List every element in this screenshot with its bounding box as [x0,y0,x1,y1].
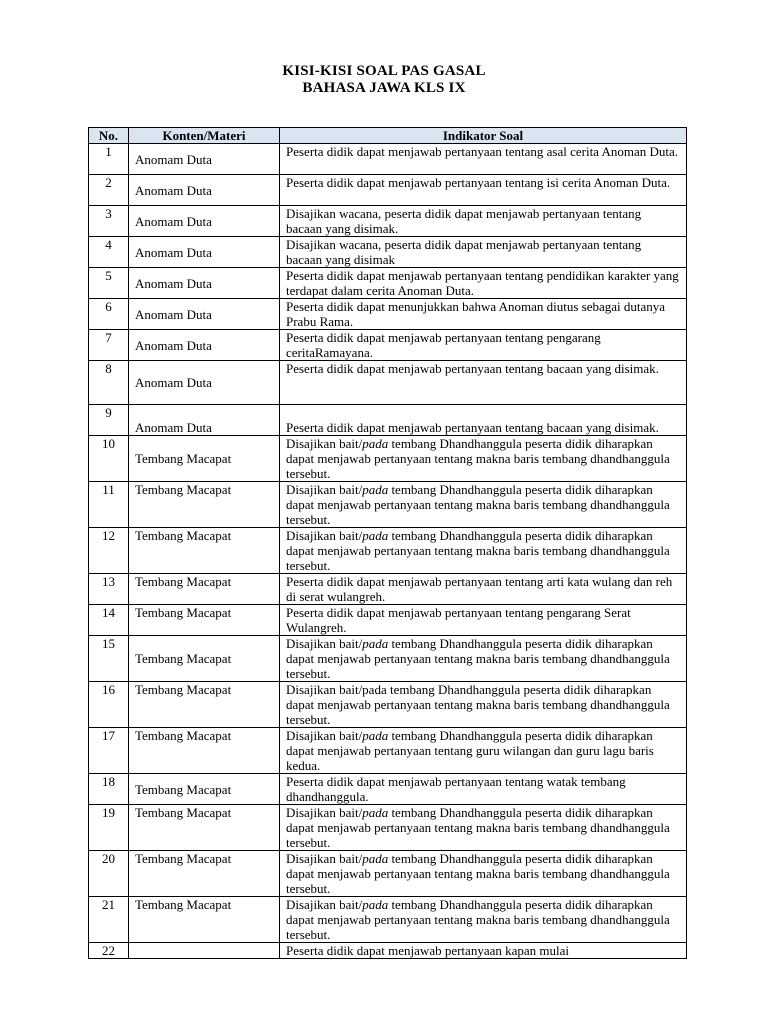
table-row [89,175,687,206]
row-number: 16 [89,682,129,728]
indikator-post: tembang Dhandhanggula peserta didik diharapkan dapat menjawab pertanyaan tentang makna baris tembang dhandhanggula tersebut. [286,436,670,481]
row-number: 18 [89,774,129,805]
row-konten: Anomam Duta [129,299,280,330]
row-konten: Tembang Macapat [129,528,280,574]
row-konten: Tembang Macapat [129,728,280,774]
row-indikator: Peserta didik dapat menjawab pertanyaan tentang pengarang Serat Wulangreh. [280,605,687,636]
row-indikator: Peserta didik dapat menjawab pertanyaan tentang asal cerita Anoman Duta. [280,144,687,175]
indikator-post: tembang Dhandhanggula peserta didik diharapkan dapat menjawab pertanyaan tentang makna baris tembang dhandhanggula tersebut. [286,528,670,573]
row-indikator [280,851,687,897]
table-row [89,528,687,574]
row-indikator: Peserta didik dapat menjawab pertanyaan tentang watak tembang dhandhanggula. [280,774,687,805]
row-konten: Tembang Macapat [129,805,280,851]
row-number: 10 [89,436,129,482]
indikator-italic: pada [362,728,389,743]
row-number: 11 [89,482,129,528]
row-indikator: Peserta didik dapat menjawab pertanyaan tentang isi cerita Anoman Duta. [280,175,687,206]
row-indikator [280,728,687,774]
indikator-pre: Disajikan bait/ [286,728,363,743]
header-konten: Konten/Materi [129,128,280,144]
row-konten: Anomam Duta [129,405,280,436]
table-row [89,682,687,728]
indikator-italic: pada [362,851,389,866]
row-konten: Anomam Duta [129,206,280,237]
row-number: 2 [89,175,129,206]
row-number: 1 [89,144,129,175]
row-number: 19 [89,805,129,851]
row-konten: Anomam Duta [129,268,280,299]
row-indikator [280,805,687,851]
indikator-pre: Disajikan bait/ [286,436,363,451]
row-number: 6 [89,299,129,330]
row-number: 8 [89,361,129,405]
indikator-post: tembang Dhandhanggula peserta didik diharapkan dapat menjawab pertanyaan tentang makna baris tembang dhandhanggula tersebut. [286,636,670,681]
row-indikator: Peserta didik dapat menjawab pertanyaan tentang arti kata wulang dan reh di serat wulangreh. [280,574,687,605]
row-number: 7 [89,330,129,361]
indikator-italic: pada [362,897,389,912]
row-konten: Anomam Duta [129,175,280,206]
row-konten: Tembang Macapat [129,574,280,605]
table-row [89,299,687,330]
row-number: 12 [89,528,129,574]
table-row [89,237,687,268]
indikator-pre: Disajikan bait/ [286,528,363,543]
row-indikator: Disajikan bait/pada tembang Dhandhanggula peserta didik diharapkan dapat menjawab pertanyaan tentang makna baris tembang dhandhanggula tersebut. [280,682,687,728]
row-number: 4 [89,237,129,268]
row-indikator [280,436,687,482]
row-indikator: Disajikan wacana, peserta didik dapat menjawab pertanyaan tentang bacaan yang disimak. [280,206,687,237]
row-number: 21 [89,897,129,943]
indikator-italic: pada [362,805,389,820]
row-konten: Tembang Macapat [129,851,280,897]
row-indikator: Peserta didik dapat menjawab pertanyaan kapan mulai [280,943,687,959]
row-konten: Anomam Duta [129,330,280,361]
row-konten: Tembang Macapat [129,636,280,682]
row-konten: Tembang Macapat [129,897,280,943]
row-indikator: Disajikan wacana, peserta didik dapat menjawab pertanyaan tentang bacaan yang disimak [280,237,687,268]
header-no: No. [89,128,129,144]
row-number: 22 [89,943,129,959]
table-row [89,774,687,805]
row-konten: Anomam Duta [129,144,280,175]
row-number: 3 [89,206,129,237]
document-title: KISI-KISI SOAL PAS GASAL [282,63,486,79]
row-konten: Tembang Macapat [129,482,280,528]
indikator-italic: pada [362,528,389,543]
document-subtitle: BAHASA JAWA KLS IX [302,80,466,96]
row-indikator: Peserta didik dapat menjawab pertanyaan tentang pengarang ceritaRamayana. [280,330,687,361]
row-konten: Anomam Duta [129,361,280,405]
indikator-post: tembang Dhandhanggula peserta didik diharapkan dapat menjawab pertanyaan tentang makna baris tembang dhandhanggula tersebut. [286,897,670,942]
table-row [89,574,687,605]
row-indikator: Peserta didik dapat menunjukkan bahwa Anoman diutus sebagai dutanya Prabu Rama. [280,299,687,330]
table-row [89,605,687,636]
row-number: 15 [89,636,129,682]
row-number: 13 [89,574,129,605]
table-row [89,636,687,682]
row-indikator [280,528,687,574]
table-row [89,851,687,897]
row-konten: Tembang Macapat [129,774,280,805]
row-indikator [280,636,687,682]
table-row [89,144,687,175]
row-indikator: Peserta didik dapat menjawab pertanyaan tentang pendidikan karakter yang terdapat dalam cerita Anoman Duta. [280,268,687,299]
row-number: 14 [89,605,129,636]
row-number: 9 [89,405,129,436]
indikator-pre: Disajikan bait/ [286,805,363,820]
indikator-italic: pada [362,636,389,651]
indikator-italic: pada [362,482,389,497]
indikator-post: tembang Dhandhanggula peserta didik diharapkan dapat menjawab pertanyaan tentang guru wilangan dan guru lagu baris kedua. [286,728,654,773]
table-row [89,728,687,774]
kisi-kisi-table [88,127,687,959]
table-row [89,482,687,528]
row-number: 5 [89,268,129,299]
indikator-pre: Disajikan bait/ [286,897,363,912]
table-row [89,805,687,851]
indikator-pre: Disajikan bait/ [286,636,363,651]
table-row [89,943,687,959]
table-row [89,361,687,405]
indikator-italic: pada [362,436,389,451]
table-row [89,206,687,237]
row-konten: Tembang Macapat [129,605,280,636]
row-konten: Tembang Macapat [129,436,280,482]
table-header-row [89,128,687,144]
table-row [89,897,687,943]
row-indikator [280,482,687,528]
row-konten: Anomam Duta [129,237,280,268]
indikator-post: tembang Dhandhanggula peserta didik diharapkan dapat menjawab pertanyaan tentang makna baris tembang dhandhanggula tersebut. [286,851,670,896]
indikator-pre: Disajikan bait/ [286,851,363,866]
row-konten [129,943,280,959]
row-indikator: Peserta didik dapat menjawab pertanyaan tentang bacaan yang disimak. [280,405,687,436]
indikator-post: tembang Dhandhanggula peserta didik diharapkan dapat menjawab pertanyaan tentang makna baris tembang dhandhanggula tersebut. [286,482,670,527]
table-row [89,436,687,482]
row-indikator [280,897,687,943]
table-row [89,330,687,361]
row-indikator: Peserta didik dapat menjawab pertanyaan tentang bacaan yang disimak. [280,361,687,405]
row-number: 17 [89,728,129,774]
indikator-post: tembang Dhandhanggula peserta didik diharapkan dapat menjawab pertanyaan tentang makna baris tembang dhandhanggula tersebut. [286,805,670,850]
row-number: 20 [89,851,129,897]
table-row [89,405,687,436]
row-konten: Tembang Macapat [129,682,280,728]
table-row [89,268,687,299]
indikator-pre: Disajikan bait/ [286,482,363,497]
header-indikator: Indikator Soal [280,128,687,144]
